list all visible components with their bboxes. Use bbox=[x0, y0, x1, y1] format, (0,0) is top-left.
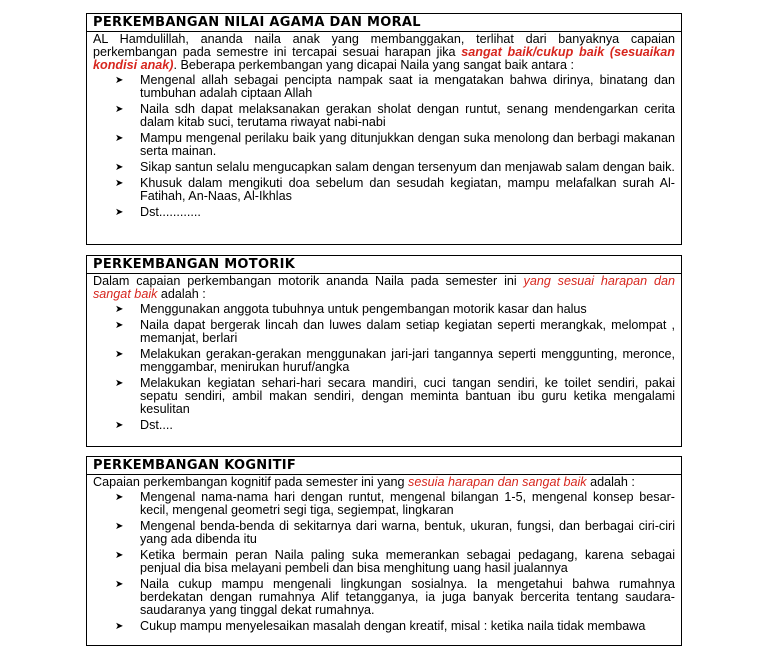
arrow-bullet-icon: ➤ bbox=[115, 550, 124, 561]
arrow-bullet-icon: ➤ bbox=[115, 207, 124, 218]
intro-text-end: . Beberapa perkembangan yang dicapai Naila yang sangat baik antara : bbox=[173, 58, 574, 72]
section-agama-moral bbox=[86, 13, 682, 245]
list-item bbox=[115, 418, 675, 432]
list-item bbox=[115, 102, 675, 129]
section-body bbox=[87, 32, 681, 219]
section-intro bbox=[93, 476, 675, 489]
list-item bbox=[115, 160, 675, 174]
list-item bbox=[115, 176, 675, 203]
section-body bbox=[87, 274, 681, 432]
intro-text-end: adalah : bbox=[157, 287, 206, 301]
section-title: PERKEMBANGAN NILAI AGAMA DAN MORAL bbox=[87, 14, 681, 32]
arrow-bullet-icon: ➤ bbox=[115, 579, 124, 590]
list-item-text: Melakukan gerakan-gerakan menggunakan jari-jari tangannya seperti menggunting, meronce, menggambar, menirukan huruf/angka bbox=[140, 347, 675, 374]
section-title: PERKEMBANGAN MOTORIK bbox=[87, 256, 681, 274]
section-intro bbox=[93, 275, 675, 301]
list-item bbox=[115, 302, 675, 316]
list-item-text: Naila cukup mampu mengenali lingkungan sosialnya. Ia mengetahui bahwa rumahnya berdekatan dengan rumahnya Alif tetangganya, ia juga banyak bercerita tentang saudara-saudaranya yang tinggal dekat rumahnya. bbox=[140, 577, 675, 617]
arrow-bullet-icon: ➤ bbox=[115, 104, 124, 115]
list-item-text: Dst............ bbox=[140, 205, 201, 219]
list-item bbox=[115, 131, 675, 158]
list-item-text: Sikap santun selalu mengucapkan salam dengan tersenyum dan menjawab salam dengan baik. bbox=[140, 160, 675, 174]
section-motorik bbox=[86, 255, 682, 447]
list-item bbox=[115, 347, 675, 374]
arrow-bullet-icon: ➤ bbox=[115, 420, 124, 431]
achievement-list bbox=[93, 491, 675, 633]
intro-text: Dalam capaian perkembangan motorik ananda Naila pada semester ini bbox=[93, 274, 524, 288]
list-item bbox=[115, 619, 675, 633]
list-item bbox=[115, 73, 675, 100]
arrow-bullet-icon: ➤ bbox=[115, 621, 124, 632]
arrow-bullet-icon: ➤ bbox=[115, 162, 124, 173]
arrow-bullet-icon: ➤ bbox=[115, 492, 124, 503]
list-item bbox=[115, 376, 675, 416]
list-item bbox=[115, 577, 675, 617]
list-item-text: Mampu mengenal perilaku baik yang ditunjukkan dengan suka menolong dan berbagi makanan serta mainan. bbox=[140, 131, 675, 158]
list-item bbox=[115, 519, 675, 546]
arrow-bullet-icon: ➤ bbox=[115, 133, 124, 144]
list-item-text: Melakukan kegiatan sehari-hari secara mandiri, cuci tangan sendiri, ke toilet sendiri, pakai sepatu sendiri, ambil makan sendiri, dengan meminta bantuan ibu guru ketika mengalami kesulitan bbox=[140, 376, 675, 416]
list-item-text: Mengenal nama-nama hari dengan runtut, mengenal bilangan 1-5, mengenal konsep besar-kecil, mengenal geometri segi tiga, segiempat, lingkaran bbox=[140, 490, 675, 517]
section-title: PERKEMBANGAN KOGNITIF bbox=[87, 457, 681, 475]
list-item-text: Dst.... bbox=[140, 418, 173, 432]
list-item-text: Naila sdh dapat melaksanakan gerakan sholat dengan runtut, senang mendengarkan cerita dalam kitab suci, terutama riwayat nabi-nabi bbox=[140, 102, 675, 129]
intro-highlight: sangat baik/cukup baik (sesuaikan kondisi anak) bbox=[93, 45, 675, 72]
arrow-bullet-icon: ➤ bbox=[115, 178, 124, 189]
arrow-bullet-icon: ➤ bbox=[115, 521, 124, 532]
list-item bbox=[115, 318, 675, 345]
arrow-bullet-icon: ➤ bbox=[115, 349, 124, 360]
section-intro bbox=[93, 33, 675, 72]
list-item bbox=[115, 205, 675, 219]
list-item-text: Menggunakan anggota tubuhnya untuk pengembangan motorik kasar dan halus bbox=[140, 302, 587, 316]
intro-highlight: sesuia harapan dan sangat baik bbox=[408, 475, 587, 489]
list-item-text: Mengenal allah sebagai pencipta nampak saat ia mengatakan bahwa dirinya, binatang dan tumbuhan adalah ciptaan Allah bbox=[140, 73, 675, 100]
section-kognitif bbox=[86, 456, 682, 646]
achievement-list bbox=[93, 303, 675, 432]
list-item bbox=[115, 548, 675, 575]
arrow-bullet-icon: ➤ bbox=[115, 75, 124, 86]
arrow-bullet-icon: ➤ bbox=[115, 304, 124, 315]
list-item-text: Ketika bermain peran Naila paling suka memerankan sebagai pedagang, karena sebagai penjual dia bisa melayani pembeli dan bisa menghitung uang hasil jualannya bbox=[140, 548, 675, 575]
intro-text: AL Hamdulillah, ananda naila anak yang membanggakan, terlihat dari banyaknya capaian perkembangan pada semestre ini tercapai sesuai harapan jika bbox=[93, 32, 675, 59]
intro-text: Capaian perkembangan kognitif pada semester ini yang bbox=[93, 475, 409, 489]
list-item bbox=[115, 490, 675, 517]
list-item-text: Mengenal benda-benda di sekitarnya dari warna, bentuk, ukuran, fungsi, dan berbagai ciri-ciri yang ada dibenda itu bbox=[140, 519, 675, 546]
list-item-text: Cukup mampu menyelesaikan masalah dengan kreatif, misal : ketika naila tidak membawa bbox=[140, 619, 646, 633]
arrow-bullet-icon: ➤ bbox=[115, 320, 124, 331]
arrow-bullet-icon: ➤ bbox=[115, 378, 124, 389]
intro-highlight: yang sesuai harapan dan sangat baik bbox=[93, 274, 675, 301]
section-body bbox=[87, 475, 681, 633]
list-item-text: Naila dapat bergerak lincah dan luwes dalam setiap kegiatan seperti merangkak, melompat , memanjat, berlari bbox=[140, 318, 675, 345]
achievement-list bbox=[93, 74, 675, 219]
intro-text-end: adalah : bbox=[586, 475, 635, 489]
list-item-text: Khusuk dalam mengikuti doa sebelum dan sesudah kegiatan, mampu melafalkan surah Al-Fatihah, An-Naas, Al-Ikhlas bbox=[140, 176, 675, 203]
